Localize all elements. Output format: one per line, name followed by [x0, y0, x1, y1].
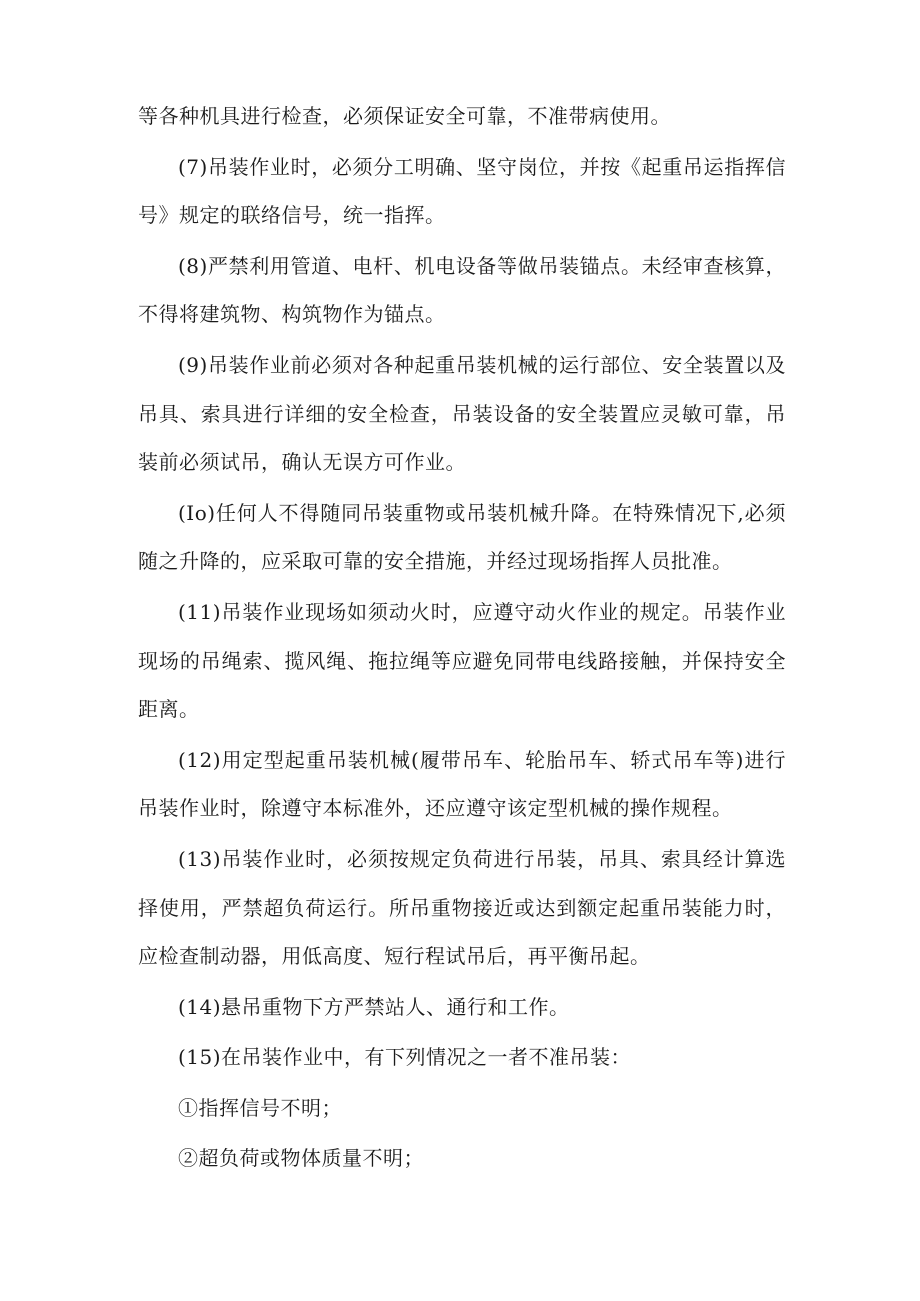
paragraph-item-10: (Io)任何人不得随同吊装重物或吊装机械升降。在特殊情况下,必须随之升降的，应采取可靠的安全措施，并经过现场指挥人员批准。 [138, 500, 786, 574]
paragraph-item-8: (8)严禁利用管道、电杆、机电设备等做吊装锚点。未经审查核算，不得将建筑物、构筑物作为锚点。 [138, 253, 786, 327]
paragraph-continuation: 等各种机具进行检查，必须保证安全可靠，不准带病使用。 [138, 104, 671, 128]
paragraph-item-15: (15)在吊装作业中，有下列情况之一者不准吊装： [178, 1045, 632, 1070]
document-body [138, 92, 786, 1185]
paragraph-item-11: (11)吊装作业现场如须动火时，应遵守动火作业的规定。吊装作业现场的吊绳索、揽风绳、拖拉绳等应避免同带电线路接触，并保持安全距离。 [138, 599, 786, 722]
paragraph-item-7: (7)吊装作业时，必须分工明确、坚守岗位，并按《起重吊运指挥信号》规定的联络信号，统一指挥。 [138, 154, 786, 228]
list-item-1: ①指挥信号不明； [178, 1095, 342, 1120]
list-item-2: ②超负荷或物体质量不明； [178, 1146, 424, 1171]
paragraph-item-14: (14)悬吊重物下方严禁站人、通行和工作。 [178, 994, 570, 1019]
paragraph-item-13: (13)吊装作业时，必须按规定负荷进行吊装，吊具、索具经计算选择使用，严禁超负荷运行。所吊重物接近或达到额定起重吊装能力时，应检查制动器，用低高度、短行程试吊后，再平衡吊起。 [138, 846, 786, 969]
paragraph-item-9: (9)吊装作业前必须对各种起重吊装机械的运行部位、安全装置以及吊具、索具进行详细的安全检查，吊装设备的安全装置应灵敏可靠，吊装前必须试吊，确认无误方可作业。 [138, 352, 786, 475]
paragraph-item-12: (12)用定型起重吊装机械(履带吊车、轮胎吊车、轿式吊车等)进行吊装作业时，除遵守本标准外，还应遵守该定型机械的操作规程。 [138, 747, 786, 821]
